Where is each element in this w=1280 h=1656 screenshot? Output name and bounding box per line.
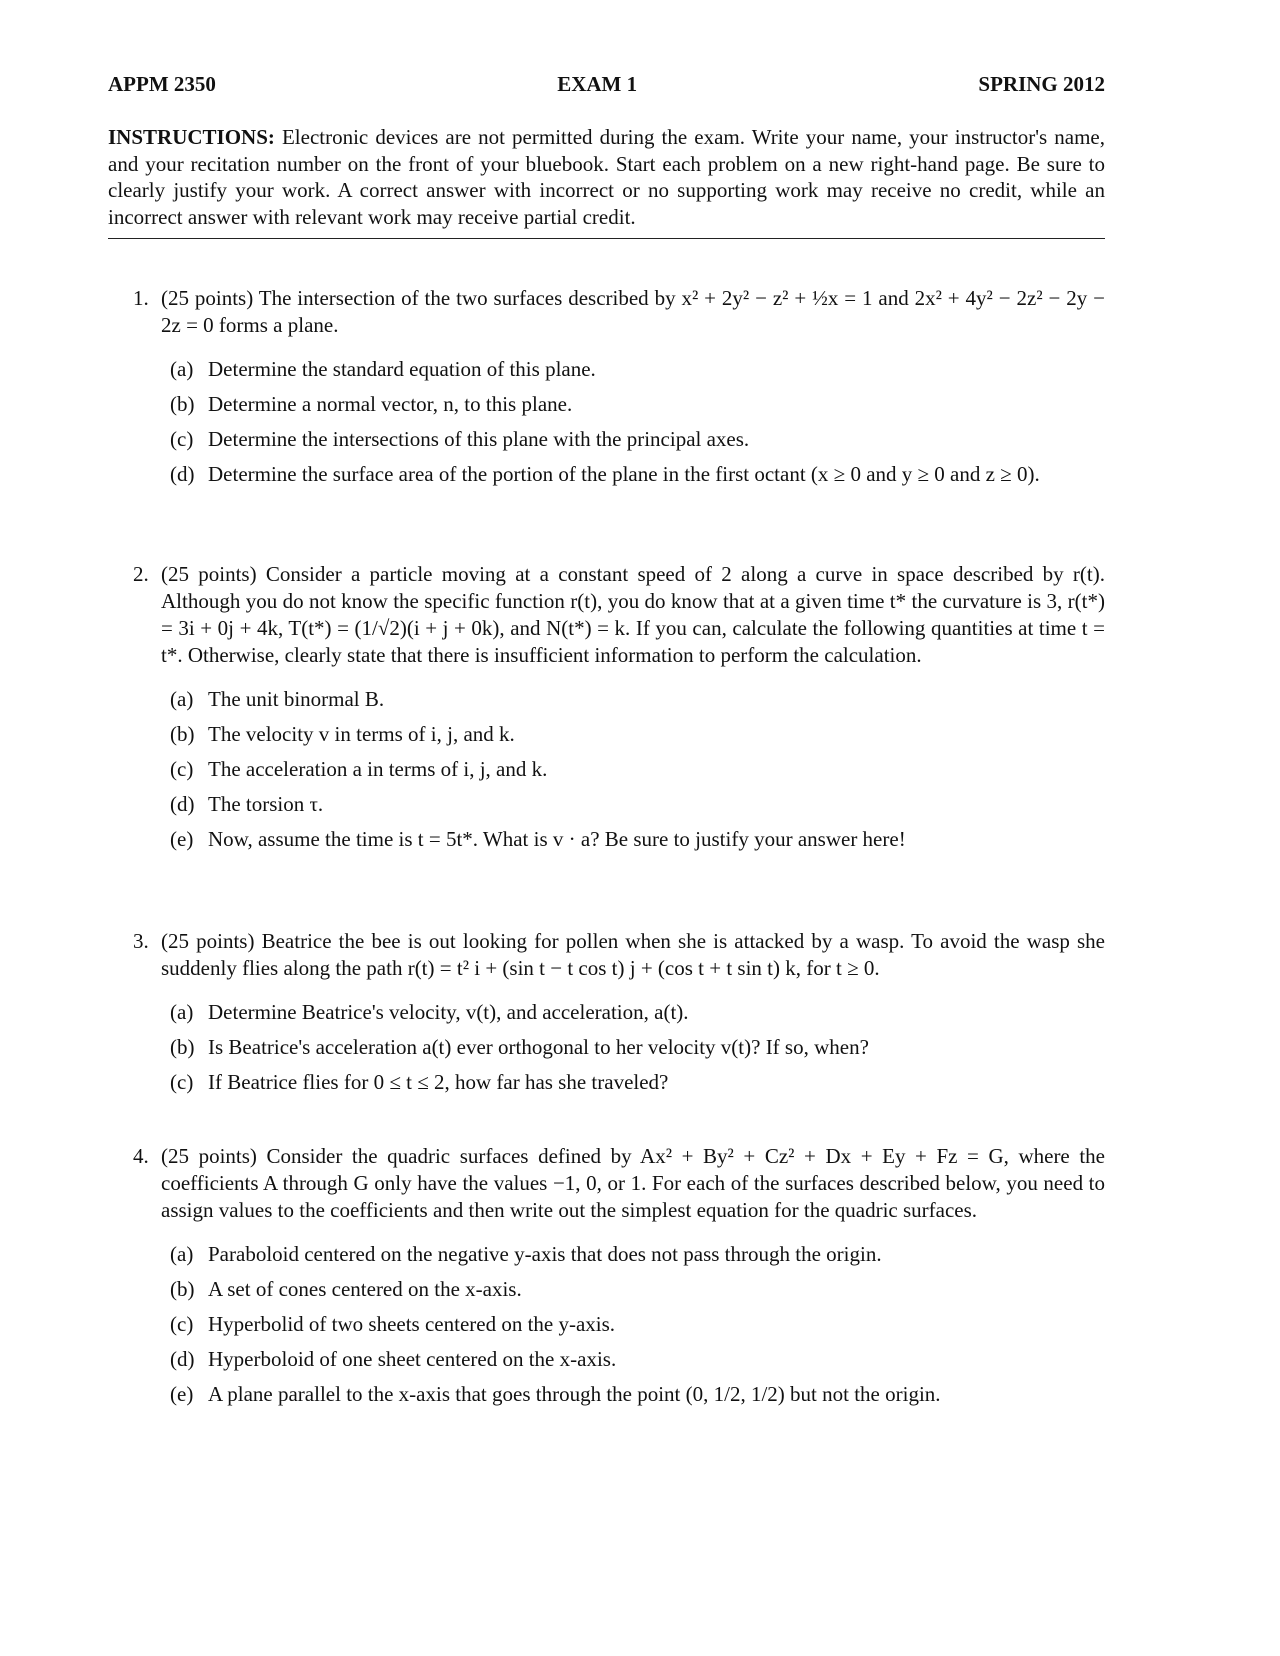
part-label: (c) (170, 1312, 194, 1336)
part-label: (a) (170, 1000, 194, 1024)
divider (108, 238, 1105, 239)
part-text: A plane parallel to the x-axis that goes through the point (0, 1/2, 1/2) but not the origin. (208, 1382, 941, 1406)
part-label: (b) (170, 1277, 195, 1301)
problem-number: 3. (133, 929, 149, 953)
problem-number: 1. (133, 286, 149, 310)
part-label: (b) (170, 1035, 195, 1059)
part-text: If Beatrice flies for 0 ≤ t ≤ 2, how far has she traveled? (208, 1070, 669, 1094)
problem-part (170, 1346, 1105, 1373)
problem-number: 4. (133, 1144, 149, 1168)
part-label: (d) (170, 792, 195, 816)
problem-part (170, 1069, 1105, 1096)
part-text: Hyperbolid of two sheets centered on the y-axis. (208, 1312, 616, 1336)
problem-part (170, 1311, 1105, 1338)
part-text: Determine Beatrice's velocity, v(t), and acceleration, a(t). (208, 1000, 689, 1024)
part-label: (a) (170, 687, 194, 711)
part-text: The unit binormal B. (208, 687, 385, 711)
part-label: (b) (170, 722, 195, 746)
part-label: (c) (170, 427, 194, 451)
problem-part (170, 356, 1105, 383)
problem-part (170, 686, 1105, 713)
part-label: (b) (170, 392, 195, 416)
part-text: Hyperboloid of one sheet centered on the x-axis. (208, 1347, 617, 1371)
problem-part (170, 1381, 1105, 1408)
part-text: The velocity v in terms of i, j, and k. (208, 722, 515, 746)
exam-title: EXAM 1 (557, 72, 638, 96)
part-text: Paraboloid centered on the negative y-axis that does not pass through the origin. (208, 1242, 882, 1266)
part-label: (a) (170, 1242, 194, 1266)
part-text: Determine the standard equation of this plane. (208, 357, 596, 381)
problem-text: (25 points) The intersection of the two surfaces described by x² + 2y² − z² + ½x = 1 and 2x² + 4y² − 2z² − 2y − 2z = 0 forms a plane. (161, 286, 1105, 337)
part-text: Determine the surface area of the portion of the plane in the first octant (x ≥ 0 and y ≥ 0 and z ≥ 0). (208, 462, 1040, 486)
part-text: Determine the intersections of this plane with the principal axes. (208, 427, 750, 451)
part-label: (e) (170, 827, 194, 851)
exam-term: SPRING 2012 (978, 72, 1105, 96)
part-label: (d) (170, 462, 195, 486)
instructions (108, 124, 1105, 230)
problem-parts (170, 356, 1105, 488)
problem-part (170, 826, 1105, 853)
problem-part (170, 791, 1105, 818)
part-label: (c) (170, 757, 194, 781)
instructions-label: INSTRUCTIONS: (108, 125, 275, 149)
part-text: Now, assume the time is t = 5t*. What is v · a? Be sure to justify your answer here! (208, 827, 906, 851)
problem-text: (25 points) Beatrice the bee is out looking for pollen when she is attacked by a wasp. To avoid the wasp she suddenly flies along the path r(t) = t² i + (sin t − t cos t) j + (cos t + t sin t) k, for t ≥ 0. (161, 929, 1105, 980)
problem-parts (170, 1241, 1105, 1408)
problem-4 (133, 1143, 1105, 1416)
part-label: (e) (170, 1382, 194, 1406)
problem-part (170, 756, 1105, 783)
part-text: A set of cones centered on the x-axis. (208, 1277, 522, 1301)
problem-parts (170, 999, 1105, 1096)
problem-part (170, 1034, 1105, 1061)
part-label: (c) (170, 1070, 194, 1094)
problem-parts (170, 686, 1105, 853)
problem-part (170, 721, 1105, 748)
part-label: (a) (170, 357, 194, 381)
problem-part (170, 426, 1105, 453)
problem-part (170, 461, 1105, 488)
problem-part (170, 1241, 1105, 1268)
part-text: Is Beatrice's acceleration a(t) ever orthogonal to her velocity v(t)? If so, when? (208, 1035, 869, 1059)
problem-text: (25 points) Consider the quadric surfaces defined by Ax² + By² + Cz² + Dx + Ey + Fz = G, where the coefficients A through G only have the values −1, 0, or 1. For each of the surfaces described below, you need to assign values to the coefficients and then write out the simplest equation for the quadric surfaces. (161, 1144, 1105, 1222)
problem-part (170, 391, 1105, 418)
problem-2 (133, 561, 1105, 861)
problem-text: (25 points) Consider a particle moving at a constant speed of 2 along a curve in space described by r(t). Although you do not know the specific function r(t), you do know that at a given time t* the curvature is 3, r(t*) = 3i + 0j + 4k, T(t*) = (1/√2)(i + j + 0k), and N(t*) = k. If you can, calculate the following quantities at time t = t*. Otherwise, clearly state that there is insufficient information to perform the calculation. (161, 562, 1105, 667)
problem-part (170, 1276, 1105, 1303)
part-text: The torsion τ. (208, 792, 324, 816)
problem-part (170, 999, 1105, 1026)
part-text: The acceleration a in terms of i, j, and k. (208, 757, 548, 781)
problem-3 (133, 928, 1105, 1104)
problem-1 (133, 285, 1105, 496)
course-code: APPM 2350 (108, 72, 216, 96)
instructions-text: Electronic devices are not permitted during the exam. Write your name, your instructor's name, and your recitation number on the front of your bluebook. Start each problem on a new right-hand page. Be sure to clearly justify your work. A correct answer with incorrect or no supporting work may receive no credit, while an incorrect answer with relevant work may receive partial credit. (108, 125, 1105, 229)
part-label: (d) (170, 1347, 195, 1371)
page-header (108, 72, 1105, 97)
part-text: Determine a normal vector, n, to this plane. (208, 392, 573, 416)
problem-number: 2. (133, 562, 149, 586)
